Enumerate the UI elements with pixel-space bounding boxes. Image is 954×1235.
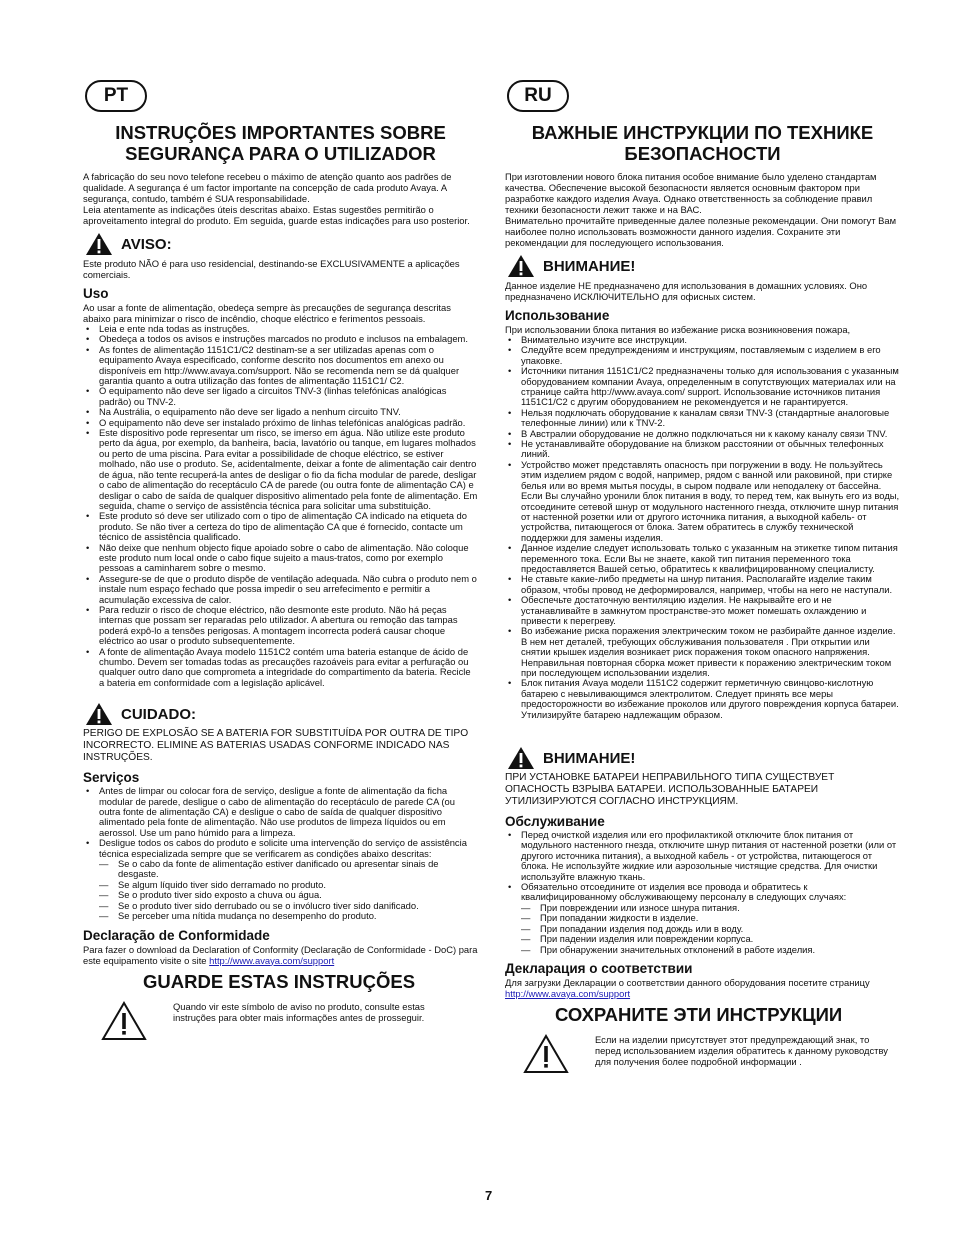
service-heading: Обслуживание	[505, 814, 605, 830]
list-item: • Assegure-se de que o produto dispõe de ventilação adequada. Não cubra o produto nem o instale num espaço fechado que possa impedir o seu arrefecimento e permitir a acumulação excessiva de calor.	[83, 574, 478, 605]
intro-paragraph-2: Leia atentamente as indicações úteis descritas abaixo. Estas sugestões permitirão o aproveitamento integral do produto. Em seguida, guarde estas indicações para uso posterior.	[83, 204, 470, 226]
support-link[interactable]: http://www.avaya.com/support	[209, 954, 335, 966]
conformity-sentence: Para fazer o download da Declaration of Conformity (Declaração de Conformidade - DoC) para este equipamento visite o site	[83, 943, 478, 966]
save-notice-text: Quando vir este símbolo de aviso no produto, consulte estas instruções para obter mais informações antes de prosseguir.	[173, 1000, 425, 1023]
warning-heading	[505, 254, 900, 278]
use-heading: Использование	[505, 308, 610, 323]
page-number: 7	[485, 1188, 493, 1203]
save-instructions-title: GUARDE ESTAS INSTRUÇÕES	[143, 970, 416, 992]
ru-column	[505, 80, 900, 1074]
save-instructions-title: СОХРАНИТЕ ЭТИ ИНСТРУКЦИИ	[555, 1003, 843, 1025]
list-item: • Este produto só deve ser utilizado com o tipo de alimentação CA indicado na etiqueta do produto. Se não tiver a certeza do tipo de alimentação CA que é fornecido, contacte um técnico de assistência qualificado.	[83, 511, 478, 542]
list-item: • A fonte de alimentação Avaya modelo 1151C2 contém uma bateria estanque de ácido de chumbo. Devem ser tomadas todas as precauções razoáveis para evitar a perfuração ou qualquer outro dano que comprometa a integridade do compartimento da bateria. Recicle a bateria em conformidade com a legislação aplicável.	[83, 647, 478, 689]
lang-badge-pt: PT	[85, 80, 147, 112]
warning-label: ВНИМАНИЕ!	[543, 257, 636, 275]
list-item: • Перед очисткой изделия или его профилактикой отключите блок питания от модульного настенного гнезда, отключите шнур питания от настенной розетки (или от другого источника питания), а выходной кабель - от устройства, питающегося от блока. Не используйте жидкие или аэрозольные чистящие средства. Для очистки используйте влажную ткань.	[505, 830, 900, 882]
caution-label: ВНИМАНИЕ!	[543, 749, 636, 767]
list-item: — При повреждении или износе шнура питания.	[505, 903, 900, 913]
list-item: • В Австралии оборудование не должно подключаться ни к какому каналу связи TNV.	[505, 429, 900, 439]
conformity-heading: Декларация о соответствии	[505, 960, 693, 976]
lang-badge-ru: RU	[507, 80, 569, 112]
list-item: — Se o produto tiver sido exposto a chuva ou água.	[83, 890, 478, 900]
list-item: • Desligue todos os cabos do produto e solicite uma intervenção do serviço de assistência técnica especializada sempre que se verificarem as condições abaixo descritas:	[83, 838, 478, 859]
service-heading: Serviços	[83, 770, 140, 786]
list-item: • O equipamento não deve ser instalado próximo de linhas telefónicas analógicas padrão.	[83, 418, 478, 428]
list-item: • Блок питания Avaya модели 1151C2 содержит герметичную свинцово-кислотную батарею с невыливающимся электролитом. Следует принять все меры предосторожности во избежание проколов или другого повреждения корпуса батареи. Утилизируйте батарею надлежащим образом.	[505, 678, 900, 720]
conformity-text	[505, 977, 900, 999]
list-item: — Se o produto tiver sido derrubado ou se o invólucro tiver sido danificado.	[83, 901, 478, 911]
caution-heading	[83, 702, 478, 726]
use-heading: Uso	[83, 286, 109, 301]
intro-paragraph: При изготовлении нового блока питания особое внимание было уделено стандартам качества. Обеспечение высокой безопасности является основным фактором при разработке каждого изделия Avaya. Однако ответственность за соблюдение правил техники безопасности лежит также и на ВАС.	[505, 171, 877, 215]
service-sublist	[505, 903, 900, 955]
conformity-heading: Declaração de Conformidade	[83, 927, 270, 943]
list-item: • Нельзя подключать оборудование к каналам связи TNV-3 (стандартные аналоговые телефонные линии) или к TNV-2.	[505, 408, 900, 429]
list-item: • Na Austrália, o equipamento não deve ser ligado a nenhum circuito TNV.	[83, 407, 478, 417]
warning-triangle-icon	[507, 746, 535, 770]
caution-label: CUIDADO:	[121, 705, 196, 723]
warning-heading	[83, 232, 478, 256]
page-title-ru: ВАЖНЫЕ ИНСТРУКЦИИ ПО ТЕХНИКЕ БЕЗОПАСНОСТИ	[531, 122, 874, 164]
list-item: — При попадании жидкости в изделие.	[505, 913, 900, 923]
list-item: • Источники питания 1151C1/C2 предназначены только для использования с указанным оборудованием компании Avaya, определенным в сопутствующих материалах или на странице сайта http://www.avaya.com/ support. Использование источников питания 1151C1/C2 с другим оборудованием не рекомендуется и не гарантируется.	[505, 366, 900, 408]
intro-paragraph: A fabricação do seu novo telefone recebeu o máximo de atenção quanto aos padrões de qualidade. A segurança é um factor importante na concepção de cada produto Avaya. A segurança, contudo, também é SUA responsabilidade.	[83, 171, 452, 204]
list-item: • O equipamento não deve ser ligado a circuitos TNV-3 (linhas telefónicas analógicas padrão) ou TNV-2.	[83, 386, 478, 407]
caution-text: ПРИ УСТАНОВКЕ БАТАРЕИ НЕПРАВИЛЬНОГО ТИПА СУЩЕСТВУЕТ ОПАСНОСТЬ ВЗРЫВА БАТАРЕИ. ИСПОЛЬЗОВАННЫЕ БАТАРЕИ УТИЛИЗИРУЮТСЯ СОГЛАСНО ИНСТРУКЦИЯМ.	[505, 772, 835, 808]
list-item: — Se algum líquido tiver sido derramado no produto.	[83, 880, 478, 890]
list-item: • Antes de limpar ou colocar fora de serviço, desligue a fonte de alimentação da ficha modular de parede, desligue o cabo de alimentação do receptáculo de parede CA (ou outra fonte de alimentação CA) e desligue o cabo de saída de qualquer dispositivo alimentado pela fonte de alimentação. Não use produtos de limpeza líquidos ou em aerossol. Use um pano húmido para a limpeza.	[83, 786, 478, 838]
list-item: • Не ставьте какие-либо предметы на шнур питания. Располагайте изделие таким образом, чтобы провод не деформировался, например, чтобы на него не наступали.	[505, 574, 900, 595]
list-item: • Não deixe que nenhum objecto fique apoiado sobre o cabo de alimentação. Não coloque este produto num local onde o cabo fique sujeito a maus-tratos, como por exemplo pessoas a caminharem sobre o mesmo.	[83, 543, 478, 574]
warning-triangle-icon	[85, 702, 113, 726]
warning-triangle-icon	[85, 232, 113, 256]
list-item: • Para reduzir o risco de choque eléctrico, não desmonte este produto. Não há peças internas que possam ser reparadas pelo utilizador. A abertura ou remoção das tampas poderá expô-lo a tensões perigosas. A montagem incorrecta poderá causar choque eléctrico ao usar o produto subsequentemente.	[83, 605, 478, 647]
list-item: — При обнаружении значительных отклонений в работе изделия.	[505, 945, 900, 955]
list-item: • Не устанавливайте оборудование на близком расстоянии от обычных телефонных линий.	[505, 439, 900, 460]
list-item: — Se o cabo da fonte de alimentação estiver danificado ou apresentar sinais de desgaste.	[83, 859, 478, 880]
list-item: — Se perceber uma nítida mudança no desempenho do produto.	[83, 911, 478, 921]
list-item: • Обязательно отсоедините от изделия все провода и обратитесь к квалифицированному обслуживающему персоналу в следующих случаях:	[505, 882, 900, 903]
save-notice	[83, 1001, 478, 1041]
page-title-pt: INSTRUÇÕES IMPORTANTES SOBRE SEGURANÇA PARA O UTILIZADOR	[115, 122, 446, 164]
list-item: • Во избежание риска поражения электрическим током не разбирайте данное изделие. В нем нет деталей, требующих обслуживания пользователя . При открытии или снятии крышек изделия возникает риск поражения током опасного напряжения. Неправильная повторная сборка может привести к поражению электрическим током при последующем использовании изделия.	[505, 626, 900, 678]
list-item: • Следуйте всем предупреждениям и инструкциям, поставляемым с изделием в его упаковке.	[505, 345, 900, 366]
caution-text: PERIGO DE EXPLOSÃO SE A BATERIA FOR SUBSTITUÍDA POR OUTRA DE TIPO INCORRECTO. ELIMINE AS BATERIAS USADAS CONFORME INDICADO NAS INSTRUÇÕES.	[83, 728, 469, 764]
list-item: • Este dispositivo pode representar um risco, se imerso em água. Não utilize este produto perto da água, por exemplo, da banheira, bacia, lavatório ou tanque, em lugares molhados ou perto de uma piscina. Para evitar a possibilidade de choque eléctrico, se estiver molhado, não use o produto. Se, acidentalmente, deixar a fonte de alimentação cair dentro de água, não tente recuperá-la antes de desligar o fio da ficha modular de parede, desligar o cabo de alimentação do receptáculo CA de parede (ou outra fonte de alimentação CA) e desligar o cabo de saída de qualquer dispositivo alimentado pela fonte de alimentação. Em seguida, chame o serviço de assistência técnica para solicitar uma substituição.	[83, 428, 478, 511]
save-notice	[505, 1034, 900, 1074]
save-notice-text: Если на изделии присутствует этот предупреждающий знак, то перед использованием изделия обратитесь к данному руководству для получения более подробной информации .	[595, 1033, 888, 1067]
service-list	[83, 786, 478, 859]
warning-label: AVISO:	[121, 235, 172, 253]
service-list	[505, 830, 900, 903]
service-sublist	[83, 859, 478, 921]
list-item: — При падении изделия или повреждении корпуса.	[505, 934, 900, 944]
list-item: — При попадании изделия под дождь или в воду.	[505, 924, 900, 934]
conformity-text	[83, 944, 478, 966]
list-item: • Устройство может представлять опасность при погружении в воду. Не пользуйтесь этим изделием рядом с водой, например, рядом с ванной или раковиной, при стирке белья или во время мытья посуды, в сыром подвале или неподалеку от бассейна. Если Вы случайно уронили блок питания в воду, то перед тем, как вынуть его из воды, отсоедините сетевой шнур от модульного настенного гнезда, отключите шнур питания от настенной розетки или от другого источника питания, а выходной кабель- от устройства, питающегося от блока. Затем обратитесь в службу технической поддержки для замены изделия.	[505, 460, 900, 543]
pt-column	[83, 80, 478, 1041]
use-intro: Ao usar a fonte de alimentação, obedeça sempre às precauções de segurança descritas abaixo para minimizar o risco de incêndio, choque eléctrico e ferimentos pessoais.	[83, 302, 451, 324]
exclamation-triangle-icon	[523, 1034, 569, 1074]
warning-triangle-icon	[507, 254, 535, 278]
list-item: • Obedeça a todos os avisos e instruções marcados no produto e inclusos na embalagem.	[83, 334, 478, 344]
exclamation-triangle-icon	[101, 1001, 147, 1041]
use-intro: При использовании блока питания во избежание риска возникновения пожара,	[505, 324, 851, 335]
caution-heading	[505, 746, 900, 770]
list-item: • Leia e ente nda todas as instruções.	[83, 324, 478, 334]
use-list	[505, 335, 900, 720]
conformity-sentence: Для загрузки Декларации о соответствии данного оборудования посетите страницу	[505, 976, 870, 988]
warning-text: Данное изделие НЕ предназначено для использования в домашних условиях. Оно предназначено ИСКЛЮЧИТЕЛЬНО для офисных систем.	[505, 280, 868, 302]
warning-text: Este produto NÃO é para uso residencial, destinando-se EXCLUSIVAMENTE a aplicações comerciais.	[83, 258, 460, 280]
list-item: • Внимательно изучите все инструкции.	[505, 335, 900, 345]
intro-paragraph-2: Внимательно прочитайте приведенные далее полезные рекомендации. Они помогут Вам наиболее полно использовать возможности данного изделия. Сохраните эти рекомендации для последующего использования.	[505, 215, 897, 248]
list-item: • Обеспечьте достаточную вентиляцию изделия. Не накрывайте его и не устанавливайте в замкнутом пространстве-это может помешать охлаждению и привести к перегреву.	[505, 595, 900, 626]
list-item: • As fontes de alimentação 1151C1/C2 destinam-se a ser utilizadas apenas com o equipamento Avaya especificado, conforme descrito nos documentos em anexo ou disponíveis em http://www.avaya.com/support. Não se recomenda nem se dá qualquer garantia quanto a outra utilização das fontes de alimentação 1151C1/ C2.	[83, 345, 478, 387]
support-link[interactable]: http://www.avaya.com/support	[505, 987, 631, 999]
use-list	[83, 324, 478, 688]
list-item: • Данное изделие следует использовать только с указанным на этикетке типом питания переменного тока. Если Вы не знаете, какой тип питания переменного тока предоставляется Вашей сетью, обратитесь к квалифицированному специалисту.	[505, 543, 900, 574]
